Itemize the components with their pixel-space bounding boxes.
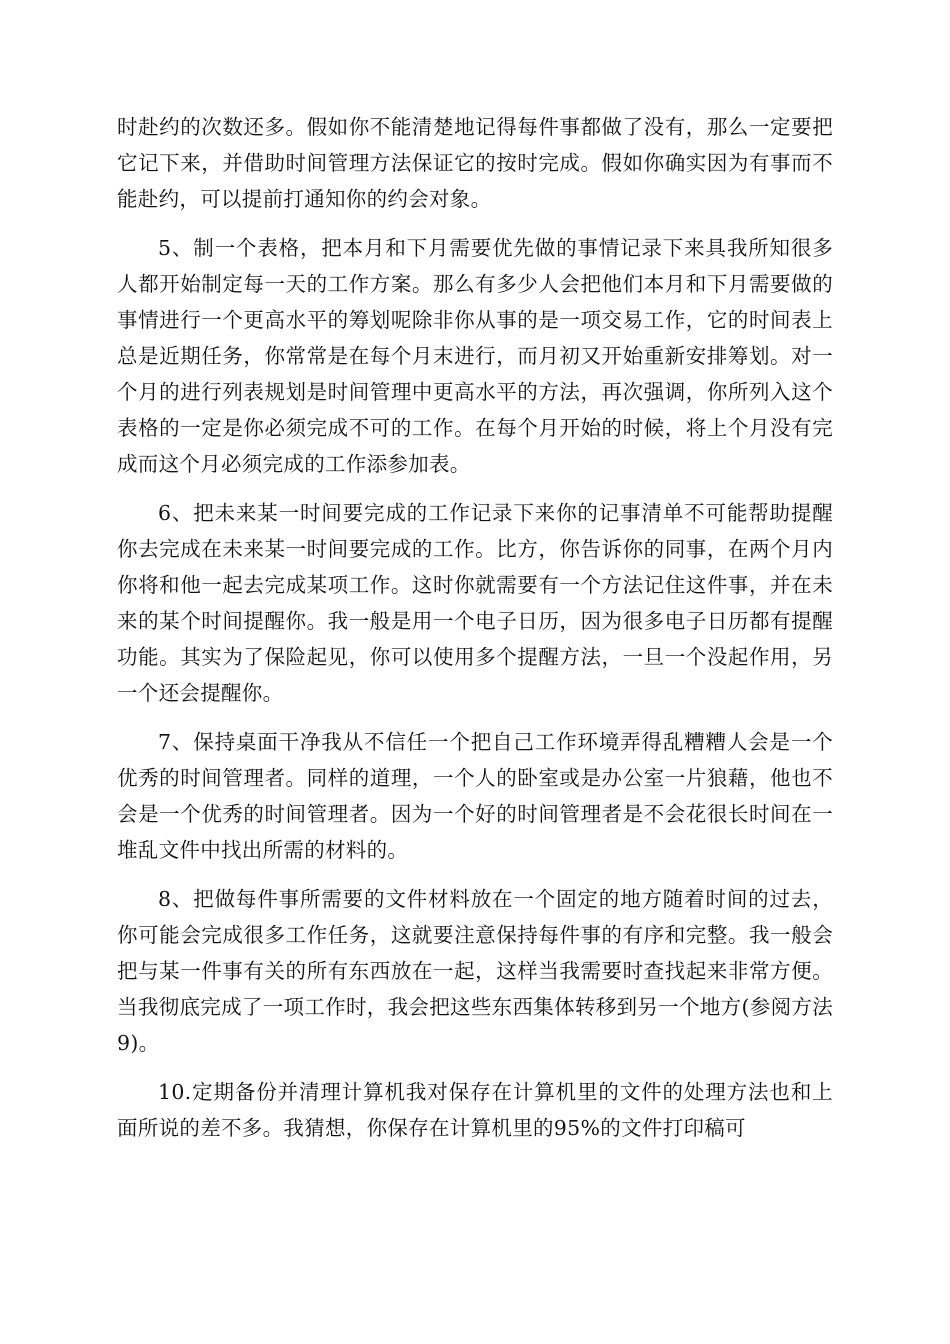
paragraph-item-10: 10.定期备份并清理计算机我对保存在计算机里的文件的处理方法也和上面所说的差不多。我猜想，你保存在计算机里的95%的文件打印稿可: [117, 1080, 833, 1140]
paragraph-item-5: 5、制一个表格，把本月和下月需要优先做的事情记录下来具我所知很多人都开始制定每一天的工作方案。那么有多少人会把他们本月和下月需要做的事情进行一个更高水平的筹划呢除非你从事的是一项交易工作，它的时间表上总是近期任务，你常常是在每个月末进行，而月初又开始重新安排筹划。对一个月的进行列表规划是时间管理中更高水平的方法，再次强调，你所列入这个表格的一定是你必须完成不可的工作。在每个月开始的时候，将上个月没有完成而这个月必须完成的工作添参加表。: [117, 236, 833, 476]
paragraph-item-7: 7、保持桌面干净我从不信任一个把自己工作环境弄得乱糟糟人会是一个优秀的时间管理者。同样的道理，一个人的卧室或是办公室一片狼藉，他也不会是一个优秀的时间管理者。因为一个好的时间管理者是不会花很长时间在一堆乱文件中找出所需的材料的。: [117, 730, 833, 862]
document-body: [117, 109, 833, 1159]
paragraph-item-8: 8、把做每件事所需要的文件材料放在一个固定的地方随着时间的过去，你可能会完成很多工作任务，这就要注意保持每件事的有序和完整。我一般会把与某一件事有关的所有东西放在一起，这样当我需要时查找起来非常方便。当我彻底完成了一项工作时，我会把这些东西集体转移到另一个地方(参阅方法9)。: [117, 887, 833, 1055]
paragraph-item-6: 6、把未来某一时间要完成的工作记录下来你的记事清单不可能帮助提醒你去完成在未来某一时间要完成的工作。比方，你告诉你的同事，在两个月内你将和他一起去完成某项工作。这时你就需要有一个方法记住这件事，并在未来的某个时间提醒你。我一般是用一个电子日历，因为很多电子日历都有提醒功能。其实为了保险起见，你可以使用多个提醒方法，一旦一个没起作用，另一个还会提醒你。: [117, 501, 833, 705]
paragraph-continuation: 时赴约的次数还多。假如你不能清楚地记得每件事都做了没有，那么一定要把它记下来，并借助时间管理方法保证它的按时完成。假如你确实因为有事而不能赴约，可以提前打通知你的约会对象。: [117, 115, 833, 211]
